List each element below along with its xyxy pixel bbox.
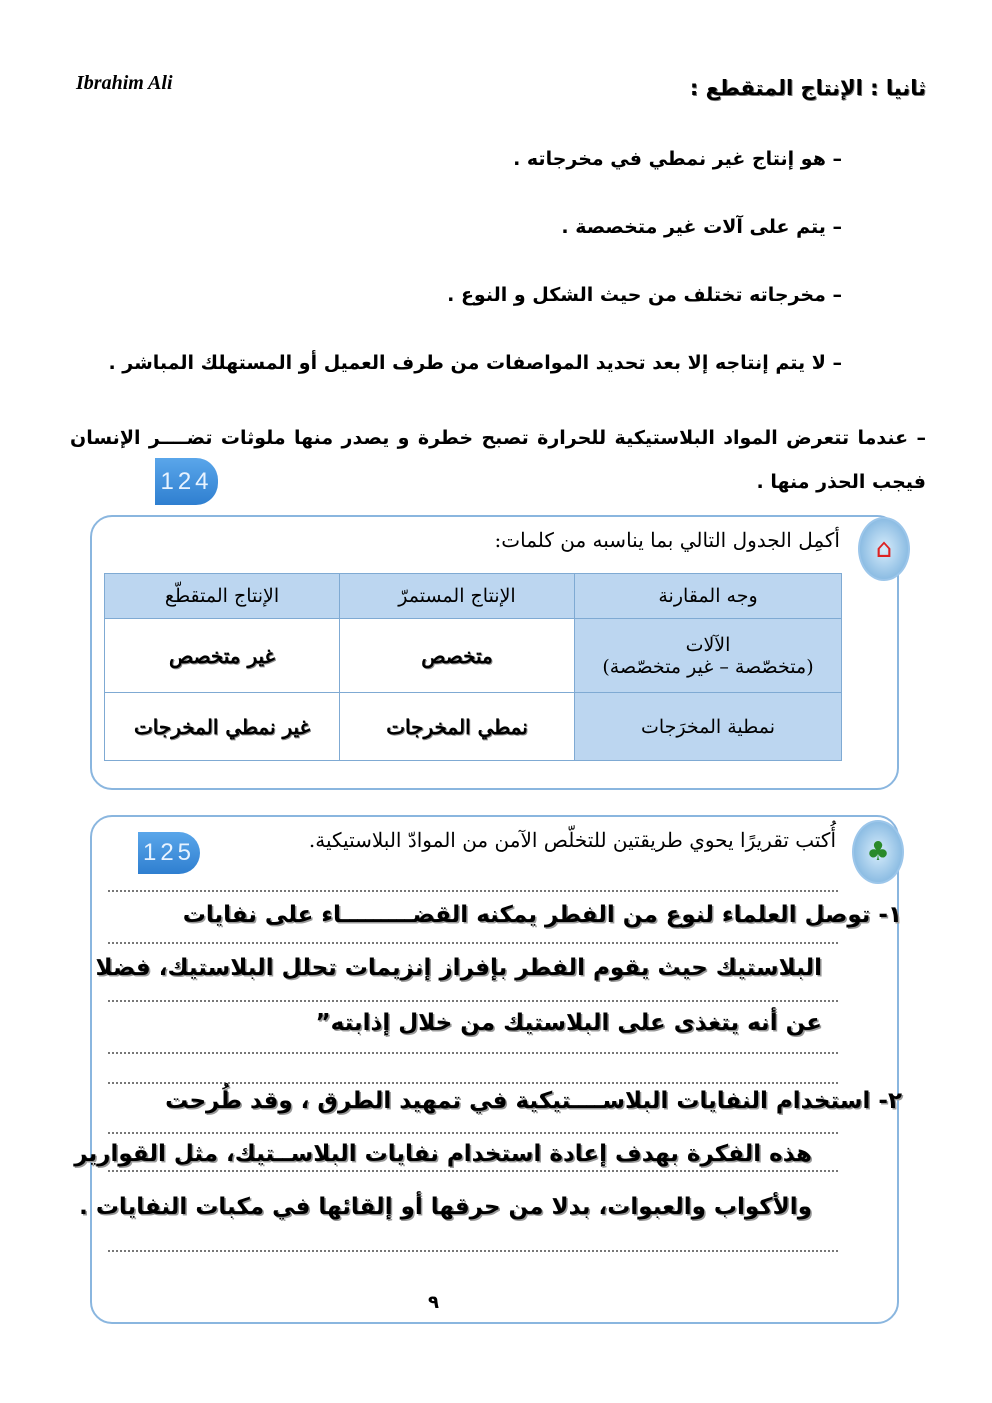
house-icon: ⌂ bbox=[858, 517, 910, 581]
answer-line: والأكواب والعبوات، بدلا من حرقها أو إلقائها في مكبات النفايات . bbox=[79, 1194, 812, 1220]
row-label: نمطية المخرَجات bbox=[575, 693, 842, 761]
answer-line: ١- توصل العلماء لنوع من الفطر يمكنه القضـــــــــاء على نفايات bbox=[182, 902, 902, 928]
header-continuous: الإنتاج المستمرّ bbox=[340, 574, 575, 619]
table-header-row bbox=[105, 574, 842, 619]
bullet-item: – مخرجاته تختلف من حيث الشكل و النوع . bbox=[447, 284, 842, 306]
table-row bbox=[105, 693, 842, 761]
author-name: Ibrahim Ali bbox=[76, 72, 173, 94]
bullet-item: – هو إنتاج غير نمطي في مخرجاته . bbox=[513, 148, 842, 170]
comparison-table bbox=[104, 573, 842, 761]
exercise-1-instruction: أكمِل الجدول التالي بما يناسبه من كلمات: bbox=[494, 528, 840, 552]
page-ref-badge-124: 124 bbox=[155, 458, 218, 505]
answer-line: هذه الفكرة بهدف إعادة استخدام نفايات البلاســتيك، مثل القوارير bbox=[74, 1141, 812, 1167]
row-label bbox=[575, 619, 842, 693]
page-number: ٩ bbox=[428, 1292, 439, 1313]
dotted-line bbox=[108, 1170, 838, 1172]
answer-cell: متخصص bbox=[340, 619, 575, 693]
dotted-line bbox=[108, 1250, 838, 1252]
bullet-item: – لا يتم إنتاجه إلا بعد تحديد المواصفات من طرف العميل أو المستهلك المباشر . bbox=[108, 352, 842, 374]
answer-line: ٢- استخدام النفايات البلاســــتيكية في تمهيد الطرق ، وقد طُرحت bbox=[165, 1088, 902, 1114]
answer-cell: غير نمطي المخرجات bbox=[105, 693, 340, 761]
trees-icon: ♣ bbox=[852, 820, 904, 884]
dotted-line bbox=[108, 1052, 838, 1054]
dotted-line bbox=[108, 1082, 838, 1084]
page-ref-badge-125: 125 bbox=[138, 832, 200, 874]
answer-cell: غير متخصص bbox=[105, 619, 340, 693]
dotted-line bbox=[108, 1132, 838, 1134]
table-row bbox=[105, 619, 842, 693]
answer-cell: نمطي المخرجات bbox=[340, 693, 575, 761]
header-comparison: وجه المقارنة bbox=[575, 574, 842, 619]
section-title: ثانيا : الإنتاج المتقطع : bbox=[689, 76, 926, 100]
bullet-item: – يتم على آلات غير متخصصة . bbox=[561, 216, 842, 238]
row-label-text: الآلات bbox=[685, 633, 731, 656]
answer-line: عن أنه يتغذى على البلاستيك من خلال إذابته” bbox=[315, 1010, 822, 1036]
warning-paragraph: – عندما تتعرض المواد البلاستيكية للحرارة تصبح خطرة و يصدر منها ملوثات تضــــر الإنسان فيجب الحذر منها . bbox=[70, 427, 926, 493]
row-sublabel: (متخصّصة – غير متخصّصة) bbox=[602, 655, 814, 678]
dotted-line bbox=[108, 942, 838, 944]
exercise-2-instruction: أُكتب تقريرًا يحوي طريقتين للتخلّص الآمن من الموادّ البلاستيكية. bbox=[308, 828, 836, 852]
dotted-line bbox=[108, 890, 838, 892]
header-intermittent: الإنتاج المتقطّع bbox=[105, 574, 340, 619]
dotted-line bbox=[108, 1000, 838, 1002]
answer-line: البلاستيك حيث يقوم الفطر بإفراز إنزيمات تحلل البلاستيك، فضلا bbox=[95, 955, 822, 981]
